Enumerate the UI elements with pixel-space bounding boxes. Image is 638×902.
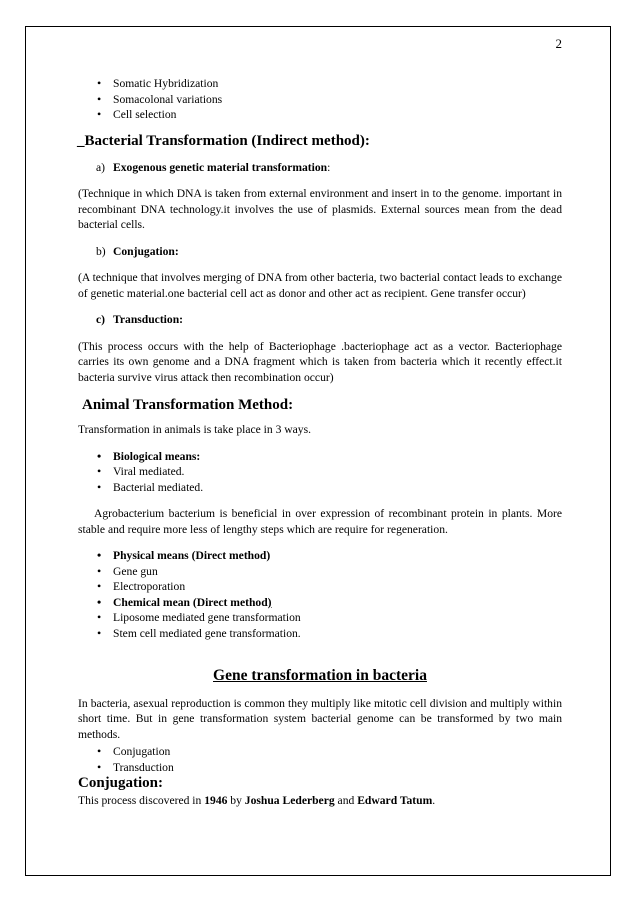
scientist-name: Edward Tatum [357, 794, 433, 807]
list-item: • Cell selection [78, 107, 562, 123]
heading-text: Bacterial Transformation (Indirect method): [84, 132, 370, 149]
sub-item-c [78, 312, 562, 328]
animal-intro: Transformation in animals is take place in 3 ways. [78, 423, 312, 436]
bacteria-method-list [78, 744, 562, 775]
text: This process discovered in [78, 794, 205, 807]
direct-method-list [78, 548, 562, 641]
item-title: Exogenous genetic material transformation [113, 160, 328, 174]
conjugation-line [78, 793, 562, 809]
text: by [227, 794, 245, 807]
text: and [334, 794, 358, 807]
item-close: ) [267, 595, 272, 609]
item-marker: b) [96, 244, 106, 258]
year: 1946 [204, 794, 228, 807]
paragraph-agrobacterium: Agrobacterium bacterium is beneficial in over expression of recombinant protein in plants. More stable and require more less of lengthy steps which are require for regeneration. [78, 507, 562, 536]
list-item: • Biological means: [78, 449, 562, 465]
list-item: • Gene gun [78, 564, 562, 580]
item-text: Chemical mean (Direct method [113, 595, 268, 609]
item-marker: a) [96, 160, 106, 174]
list-item: • Bacterial mediated. [78, 480, 562, 496]
paragraph-transduction: (This process occurs with the help of Bacteriophage .bacteriophage act as a vector. Bacteriophage carries its own genome and a DNA fragment which is taken from bacteria which it recently effect.it bacteria survive virus attack then recombination occur) [78, 339, 562, 384]
conjugation-heading: Conjugation: [78, 775, 164, 791]
item-title: Conjugation: [113, 244, 179, 258]
document-content [78, 36, 562, 809]
item-suffix: : [327, 160, 331, 174]
heading-prefix: _ [77, 132, 85, 149]
sub-item-a [78, 160, 562, 176]
paragraph-bacteria: In bacteria, asexual reproduction is common they multiply like mitotic cell division and multiply within short time. But in gene transformation system bacterial genome can be transformed by two main methods. [78, 696, 562, 741]
list-item: • Somatic Hybridization [78, 76, 562, 92]
animal-transformation-heading: Animal Transformation Method: [82, 397, 294, 413]
list-item [78, 595, 562, 611]
list-item: • Physical means (Direct method) [78, 548, 562, 564]
method-list [78, 76, 562, 123]
gene-transformation-title: Gene transformation in bacteria [213, 667, 427, 684]
biological-list [78, 449, 562, 496]
text: . [432, 794, 436, 807]
paragraph-conjugation: (A technique that involves merging of DNA from other bacteria, two bacterial contact leads to exchange of genetic material.one bacterial cell act as donor and other act as recipient. Gene transfer occur) [78, 271, 562, 300]
list-item: • Viral mediated. [78, 464, 562, 480]
list-item: • Stem cell mediated gene transformation. [78, 626, 562, 642]
sub-item-b [78, 244, 562, 260]
page-number: 2 [555, 36, 562, 51]
bacterial-transformation-heading [78, 132, 562, 151]
list-item: • Liposome mediated gene transformation [78, 610, 562, 626]
list-item: • Electroporation [78, 579, 562, 595]
list-item: • Conjugation [78, 744, 562, 760]
scientist-name: Joshua Lederberg [244, 794, 335, 807]
list-item: • Transduction [78, 760, 562, 776]
paragraph-exogenous: (Technique in which DNA is taken from external environment and insert in to the genome. important in recombinant DNA technology.it involves the use of plasmids. External sources mean from the dead bacterial cells. [78, 187, 562, 231]
item-marker: c) [96, 313, 106, 326]
list-item: • Somacolonal variations [78, 92, 562, 108]
item-title: Transduction: [113, 313, 184, 326]
